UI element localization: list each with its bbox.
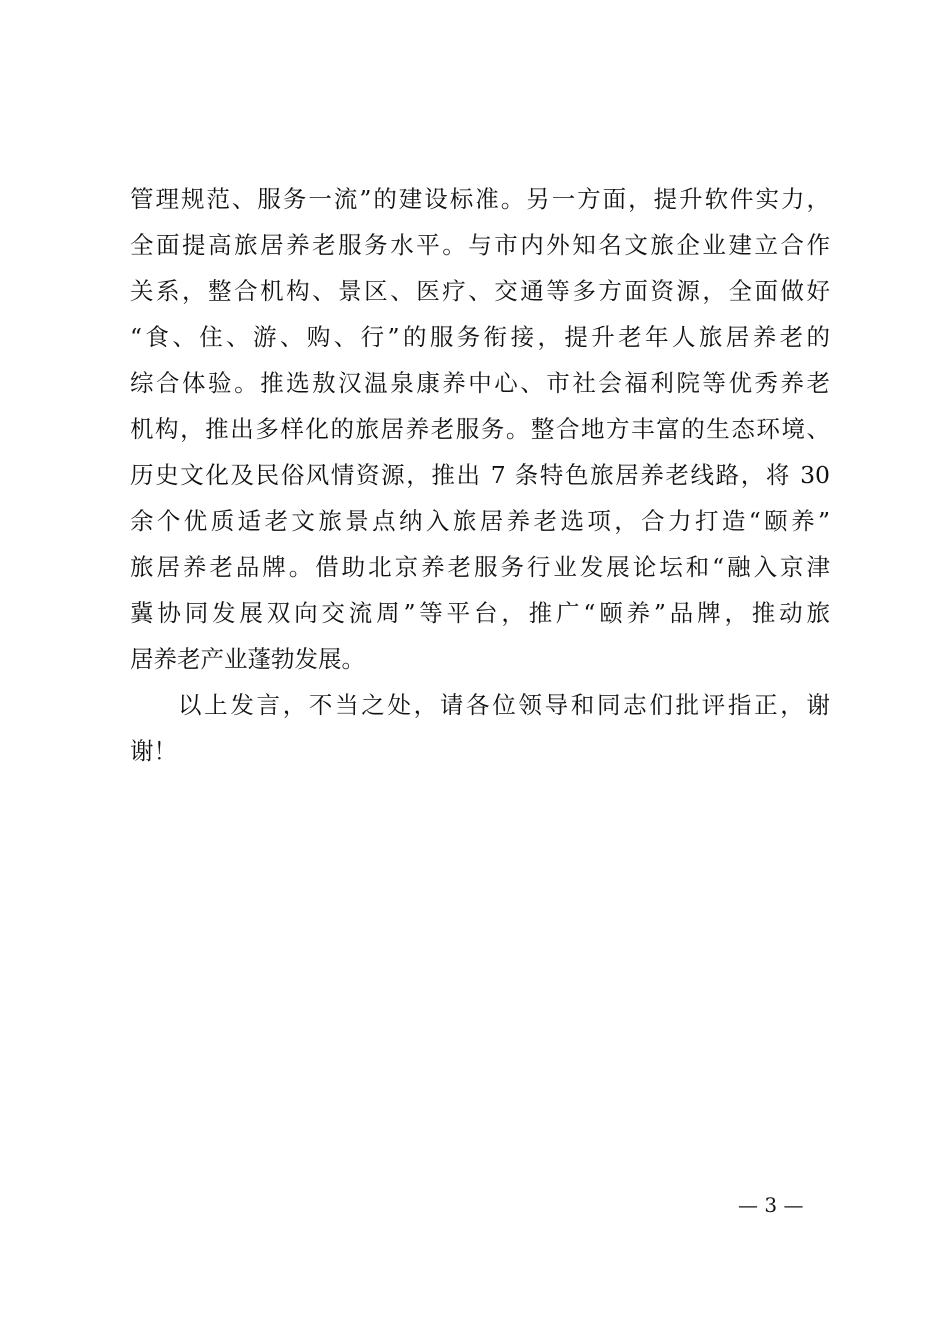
text-line: 机构，推出多样化的旅居养老服务。整合地方丰富的生态环境、 [130,415,830,443]
text-line: 余个优质适老文旅景点纳入旅居养老选项，合力打造“颐养” [130,507,830,535]
text-line: 关系，整合机构、景区、医疗、交通等多方面资源，全面做好 [130,277,830,305]
text-line: 谢！ [130,737,177,765]
text-line: 历史文化及民俗风情资源，推出 7 条特色旅居养老线路，将 30 [130,461,830,489]
text-line: 综合体验。推选敖汉温泉康养中心、市社会福利院等优秀养老 [130,369,830,397]
paragraph-2 [130,682,830,774]
page-number: — 3 — [738,1193,804,1217]
text-line: 居养老产业蓬勃发展。 [130,645,365,673]
text-line: 以上发言，不当之处，请各位领导和同志们批评指正，谢 [178,691,830,719]
text-line: 旅居养老品牌。借助北京养老服务行业发展论坛和“融入京津 [130,553,830,581]
text-line: 全面提高旅居养老服务水平。与市内外知名文旅企业建立合作 [130,231,830,259]
text-line: 冀协同发展双向交流周”等平台，推广“颐养”品牌，推动旅 [130,599,830,627]
paragraph-1 [130,176,830,682]
text-line: 管理规范、服务一流”的建设标准。另一方面，提升软件实力， [130,185,830,213]
document-body [130,176,830,774]
text-line: “食、住、游、购、行”的服务衔接，提升老年人旅居养老的 [130,323,830,351]
